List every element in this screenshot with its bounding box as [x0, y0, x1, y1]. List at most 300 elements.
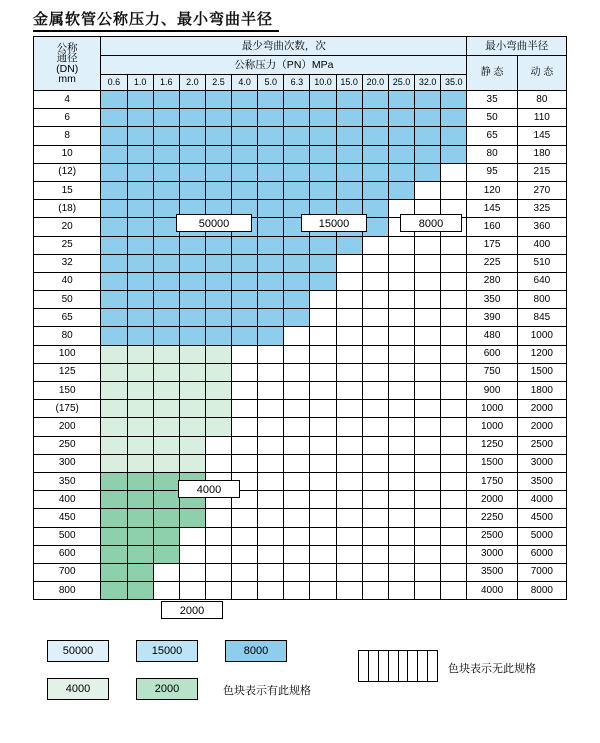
grid-cell: [258, 291, 284, 309]
table-row: [34, 163, 567, 181]
grid-cell: [153, 382, 179, 400]
grid-cell: [336, 382, 362, 400]
grid-cell: [415, 563, 441, 581]
grid-cell: [284, 127, 310, 145]
grid-cell: [258, 309, 284, 327]
grid-cell: [284, 509, 310, 527]
grid-cell: [127, 472, 153, 490]
grid-cell: [127, 145, 153, 163]
dn-value: 125: [34, 363, 101, 381]
grid-cell: [101, 254, 127, 272]
static-radius-value: 4000: [467, 582, 517, 600]
grid-cell: [179, 91, 205, 109]
grid-cell: [362, 91, 388, 109]
grid-cell: [415, 472, 441, 490]
grid-cell: [415, 491, 441, 509]
grid-cell: [336, 309, 362, 327]
table-row: [34, 254, 567, 272]
grid-cell: [362, 582, 388, 600]
dynamic-radius-value: 1500: [517, 363, 566, 381]
table-row: [34, 309, 567, 327]
grid-cell: [415, 272, 441, 290]
grid-cell: [258, 200, 284, 218]
grid-cell: [388, 272, 414, 290]
grid-cell: [153, 582, 179, 600]
grid-cell: [388, 291, 414, 309]
grid-cell: [310, 545, 336, 563]
grid-cell: [336, 472, 362, 490]
table-row: [34, 382, 567, 400]
grid-cell: [441, 181, 467, 199]
pressure-col-2.5: 2.5: [205, 75, 231, 91]
dn-value: 700: [34, 563, 101, 581]
static-radius-value: 225: [467, 254, 517, 272]
grid-cell: [205, 345, 231, 363]
pressure-col-10.0: 10.0: [310, 75, 336, 91]
dn-value: 500: [34, 527, 101, 545]
grid-cell: [441, 382, 467, 400]
grid-cell: [336, 145, 362, 163]
grid-cell: [415, 527, 441, 545]
grid-cell: [101, 491, 127, 509]
grid-cell: [258, 109, 284, 127]
table-row: [34, 491, 567, 509]
table-row: [34, 509, 567, 527]
grid-cell: [362, 363, 388, 381]
table-row: [34, 345, 567, 363]
grid-cell: [388, 163, 414, 181]
static-radius-value: 120: [467, 181, 517, 199]
grid-cell: [258, 218, 284, 236]
table-row: [34, 418, 567, 436]
grid-cell: [258, 418, 284, 436]
dynamic-radius-value: 510: [517, 254, 566, 272]
grid-cell: [415, 291, 441, 309]
grid-cell: [153, 454, 179, 472]
title-underline: [33, 30, 279, 32]
grid-cell: [205, 309, 231, 327]
pressure-col-32.0: 32.0: [415, 75, 441, 91]
grid-cell: [284, 418, 310, 436]
min-radius-header: 最小弯曲半径: [467, 37, 567, 56]
grid-cell: [127, 363, 153, 381]
dynamic-radius-value: 6000: [517, 545, 566, 563]
grid-cell: [388, 491, 414, 509]
grid-cell: [415, 236, 441, 254]
table-row: [34, 127, 567, 145]
pressure-col-4.0: 4.0: [232, 75, 258, 91]
grid-cell: [362, 109, 388, 127]
dynamic-radius-value: 800: [517, 291, 566, 309]
grid-cell: [232, 582, 258, 600]
dynamic-radius-value: 2000: [517, 418, 566, 436]
grid-cell: [153, 363, 179, 381]
grid-cell: [415, 181, 441, 199]
grid-cell: [362, 163, 388, 181]
legend-box-4000: 4000: [47, 678, 109, 700]
table-row: [34, 472, 567, 490]
static-radius-value: 3500: [467, 563, 517, 581]
grid-cell: [362, 254, 388, 272]
dn-value: 400: [34, 491, 101, 509]
grid-cell: [336, 509, 362, 527]
legend-box-8000: 8000: [225, 640, 287, 662]
grid-cell: [127, 400, 153, 418]
pressure-col-35.0: 35.0: [441, 75, 467, 91]
grid-cell: [336, 400, 362, 418]
grid-cell: [127, 236, 153, 254]
grid-cell: [232, 400, 258, 418]
grid-cell: [258, 345, 284, 363]
dn-value: 250: [34, 436, 101, 454]
dynamic-radius-value: 4000: [517, 491, 566, 509]
static-radius-value: 1250: [467, 436, 517, 454]
pressure-col-2.0: 2.0: [179, 75, 205, 91]
grid-cell: [205, 145, 231, 163]
grid-cell: [441, 163, 467, 181]
grid-cell: [179, 363, 205, 381]
grid-cell: [101, 454, 127, 472]
grid-cell: [310, 145, 336, 163]
grid-cell: [232, 163, 258, 181]
table-row: [34, 291, 567, 309]
grid-cell: [336, 563, 362, 581]
grid-cell: [258, 91, 284, 109]
static-radius-value: 80: [467, 145, 517, 163]
grid-cell: [336, 327, 362, 345]
grid-cell: [258, 163, 284, 181]
grid-cell: [153, 491, 179, 509]
grid-cell: [415, 109, 441, 127]
grid-cell: [415, 363, 441, 381]
grid-cell: [362, 400, 388, 418]
grid-cell: [205, 109, 231, 127]
grid-cell: [310, 472, 336, 490]
table-row: [34, 181, 567, 199]
grid-cell: [388, 309, 414, 327]
grid-cell: [415, 509, 441, 527]
static-radius-value: 160: [467, 218, 517, 236]
grid-cell: [441, 527, 467, 545]
grid-cell: [284, 327, 310, 345]
table-row: [34, 582, 567, 600]
dn-value: 300: [34, 454, 101, 472]
grid-cell: [284, 309, 310, 327]
grid-cell: [179, 236, 205, 254]
static-radius-value: 2000: [467, 491, 517, 509]
grid-cell: [101, 309, 127, 327]
grid-cell: [179, 400, 205, 418]
grid-cell: [284, 291, 310, 309]
dynamic-radius-value: 1000: [517, 327, 566, 345]
pressure-col-1.0: 1.0: [127, 75, 153, 91]
grid-cell: [179, 181, 205, 199]
grid-cell: [362, 382, 388, 400]
grid-cell: [441, 454, 467, 472]
grid-cell: [441, 291, 467, 309]
grid-cell: [179, 254, 205, 272]
grid-cell: [205, 400, 231, 418]
static-header: 静 态: [467, 56, 517, 91]
grid-cell: [179, 127, 205, 145]
grid-cell: [336, 345, 362, 363]
grid-cell: [101, 272, 127, 290]
grid-cell: [179, 272, 205, 290]
dn-value: 450: [34, 509, 101, 527]
grid-cell: [441, 491, 467, 509]
dn-value: 25: [34, 236, 101, 254]
static-radius-value: 480: [467, 327, 517, 345]
grid-cell: [127, 309, 153, 327]
grid-cell: [205, 563, 231, 581]
grid-cell: [205, 509, 231, 527]
grid-cell: [179, 163, 205, 181]
grid-cell: [258, 236, 284, 254]
grid-cell: [310, 454, 336, 472]
grid-cell: [441, 545, 467, 563]
table-row: [34, 272, 567, 290]
grid-cell: [310, 509, 336, 527]
grid-cell: [336, 491, 362, 509]
grid-cell: [179, 309, 205, 327]
grid-cell: [153, 509, 179, 527]
grid-cell: [388, 345, 414, 363]
grid-cell: [388, 363, 414, 381]
grid-cell: [101, 436, 127, 454]
grid-cell: [336, 454, 362, 472]
dynamic-radius-value: 1800: [517, 382, 566, 400]
grid-cell: [310, 272, 336, 290]
grid-cell: [127, 582, 153, 600]
stripe: [418, 651, 428, 681]
table-row: [34, 436, 567, 454]
table-row: [34, 527, 567, 545]
dynamic-radius-value: 110: [517, 109, 566, 127]
grid-cell: [127, 345, 153, 363]
grid-cell: [284, 563, 310, 581]
grid-cell: [205, 436, 231, 454]
grid-cell: [232, 127, 258, 145]
page-title: 金属软管公称压力、最小弯曲半径: [33, 12, 274, 28]
dynamic-radius-value: 180: [517, 145, 566, 163]
table-row: [34, 109, 567, 127]
dn-value: 200: [34, 418, 101, 436]
grid-cell: [205, 272, 231, 290]
static-radius-value: 3000: [467, 545, 517, 563]
stripe: [369, 651, 379, 681]
grid-cell: [362, 272, 388, 290]
grid-cell: [232, 254, 258, 272]
grid-cell: [153, 91, 179, 109]
grid-cell: [284, 254, 310, 272]
grid-cell: [258, 436, 284, 454]
dynamic-radius-value: 80: [517, 91, 566, 109]
grid-cell: [127, 91, 153, 109]
grid-cell: [362, 418, 388, 436]
grid-cell: [258, 472, 284, 490]
grid-cell: [362, 181, 388, 199]
grid-cell: [127, 109, 153, 127]
pressure-col-5.0: 5.0: [258, 75, 284, 91]
dn-value: 20: [34, 218, 101, 236]
stripe: [399, 651, 409, 681]
grid-cell: [127, 254, 153, 272]
grid-cell: [441, 254, 467, 272]
table-row: [34, 563, 567, 581]
grid-cell: [153, 400, 179, 418]
grid-cell: [101, 382, 127, 400]
grid-cell: [232, 309, 258, 327]
grid-cell: [362, 436, 388, 454]
grid-cell: [232, 563, 258, 581]
static-radius-value: 900: [467, 382, 517, 400]
grid-cell: [232, 454, 258, 472]
dn-value: 4: [34, 91, 101, 109]
dn-value: (18): [34, 200, 101, 218]
static-radius-value: 750: [467, 363, 517, 381]
grid-cell: [153, 181, 179, 199]
grid-cell: [441, 363, 467, 381]
grid-cell: [205, 236, 231, 254]
dynamic-radius-value: 8000: [517, 582, 566, 600]
stripe: [359, 651, 369, 681]
grid-cell: [205, 327, 231, 345]
grid-cell: [362, 509, 388, 527]
dn-value: 6: [34, 109, 101, 127]
grid-cell: [310, 418, 336, 436]
grid-cell: [127, 200, 153, 218]
grid-cell: [310, 400, 336, 418]
table-row: [34, 327, 567, 345]
dynamic-radius-value: 2000: [517, 400, 566, 418]
grid-cell: [415, 400, 441, 418]
grid-cell: [205, 291, 231, 309]
dn-line-4: mm: [58, 73, 76, 85]
grid-cell: [127, 127, 153, 145]
grid-cell: [205, 181, 231, 199]
grid-cell: [232, 418, 258, 436]
grid-cell: [415, 436, 441, 454]
grid-cell: [415, 418, 441, 436]
grid-cell: [101, 236, 127, 254]
static-radius-value: 1500: [467, 454, 517, 472]
grid-cell: [258, 254, 284, 272]
grid-cell: [258, 545, 284, 563]
grid-cell: [441, 145, 467, 163]
grid-cell: [415, 145, 441, 163]
grid-cell: [362, 345, 388, 363]
dynamic-radius-value: 400: [517, 236, 566, 254]
pressure-col-1.6: 1.6: [153, 75, 179, 91]
dynamic-radius-value: 5000: [517, 527, 566, 545]
grid-cell: [284, 436, 310, 454]
grid-cell: [415, 254, 441, 272]
dynamic-radius-value: 4500: [517, 509, 566, 527]
dynamic-radius-value: 360: [517, 218, 566, 236]
static-radius-value: 1750: [467, 472, 517, 490]
grid-cell: [441, 272, 467, 290]
grid-cell: [388, 109, 414, 127]
grid-cell: [362, 454, 388, 472]
grid-cell: [101, 472, 127, 490]
grid-cell: [310, 527, 336, 545]
dynamic-radius-value: 845: [517, 309, 566, 327]
grid-cell: [153, 345, 179, 363]
legend-box-2000: 2000: [136, 678, 198, 700]
grid-cell: [101, 200, 127, 218]
table-row: [34, 218, 567, 236]
grid-cell: [127, 382, 153, 400]
grid-cell: [127, 272, 153, 290]
grid-cell: [388, 400, 414, 418]
grid-cell: [232, 181, 258, 199]
grid-cell: [232, 363, 258, 381]
grid-cell: [153, 545, 179, 563]
callout-15000: 15000: [301, 214, 367, 232]
grid-cell: [336, 527, 362, 545]
dn-value: 800: [34, 582, 101, 600]
grid-cell: [258, 327, 284, 345]
callout-50000: 50000: [176, 214, 252, 232]
bend-count-header: 最少弯曲次数，次: [101, 37, 467, 56]
grid-cell: [362, 545, 388, 563]
grid-cell: [388, 382, 414, 400]
table-row: [34, 200, 567, 218]
grid-cell: [336, 163, 362, 181]
static-radius-value: 600: [467, 345, 517, 363]
grid-cell: [179, 345, 205, 363]
grid-cell: [101, 218, 127, 236]
grid-cell: [388, 236, 414, 254]
grid-cell: [232, 436, 258, 454]
dynamic-radius-value: 270: [517, 181, 566, 199]
grid-cell: [101, 527, 127, 545]
grid-cell: [284, 236, 310, 254]
dynamic-radius-value: 7000: [517, 563, 566, 581]
grid-cell: [388, 91, 414, 109]
grid-cell: [232, 545, 258, 563]
dn-value: 15: [34, 181, 101, 199]
grid-cell: [310, 163, 336, 181]
grid-cell: [388, 181, 414, 199]
grid-cell: [179, 382, 205, 400]
grid-cell: [310, 236, 336, 254]
grid-cell: [205, 91, 231, 109]
grid-cell: [441, 418, 467, 436]
table-row: [34, 363, 567, 381]
grid-cell: [388, 327, 414, 345]
grid-cell: [388, 545, 414, 563]
grid-cell: [310, 181, 336, 199]
grid-cell: [205, 545, 231, 563]
table-row: [34, 400, 567, 418]
grid-cell: [284, 345, 310, 363]
grid-cell: [232, 145, 258, 163]
grid-cell: [310, 382, 336, 400]
pressure-radius-table-wrapper: [33, 36, 567, 617]
dn-value: 100: [34, 345, 101, 363]
grid-cell: [284, 400, 310, 418]
grid-cell: [336, 363, 362, 381]
grid-cell: [127, 436, 153, 454]
grid-cell: [388, 254, 414, 272]
grid-cell: [310, 582, 336, 600]
grid-cell: [258, 400, 284, 418]
grid-cell: [101, 327, 127, 345]
grid-cell: [232, 527, 258, 545]
grid-cell: [179, 109, 205, 127]
table-row: [34, 236, 567, 254]
